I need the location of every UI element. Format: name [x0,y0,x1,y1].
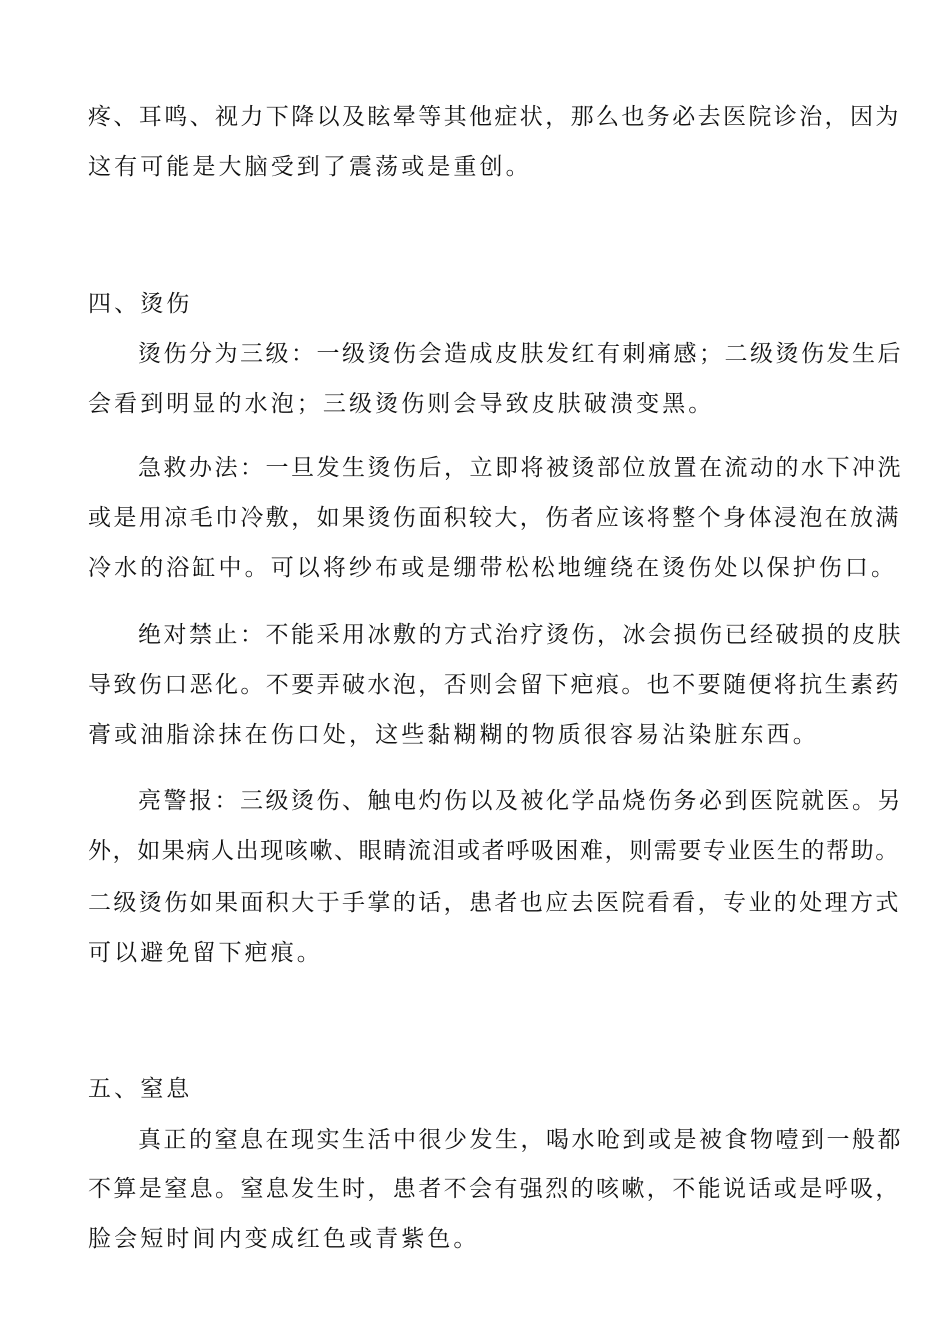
text-line: 脸会短时间内变成红色或青紫色。 [88,1226,480,1252]
text-line: 疼、耳鸣、视力下降以及眩晕等其他症状，那么也务必去医院诊治，因为 [88,104,901,130]
text-line: 膏或油脂涂抹在伤口处，这些黏糊糊的物质很容易沾染脏东西。 [88,722,819,748]
text-line: 不算是窒息。窒息发生时，患者不会有强烈的咳嗽，不能说话或是呼吸， [88,1176,901,1202]
text-line: 烫伤分为三级：一级烫伤会造成皮肤发红有刺痛感；二级烫伤发生后 [138,341,903,367]
text-line: 这有可能是大脑受到了震荡或是重创。 [88,154,532,180]
text-line: 外，如果病人出现咳嗽、眼睛流泪或者呼吸困难，则需要专业医生的帮助。 [88,838,900,864]
text-line: 绝对禁止：不能采用冰敷的方式治疗烫伤，冰会损伤已经破损的皮肤 [138,622,903,648]
text-line: 真正的窒息在现实生活中很少发生，喝水呛到或是被食物噎到一般都 [138,1127,903,1153]
text-line: 二级烫伤如果面积大于手掌的话，患者也应去医院看看，专业的处理方式 [88,890,901,916]
section-heading: 四、烫伤 [88,291,193,317]
text-line: 冷水的浴缸中。可以将纱布或是绷带松松地缠绕在烫伤处以保护伤口。 [88,555,898,581]
section-heading: 五、窒息 [88,1076,193,1102]
text-line: 可以避免留下疤痕。 [88,940,323,966]
text-line: 或是用凉毛巾冷敷，如果烫伤面积较大，伤者应该将整个身体浸泡在放满 [88,505,901,531]
text-line: 急救办法：一旦发生烫伤后，立即将被烫部位放置在流动的水下冲洗 [138,455,903,481]
text-line: 导致伤口恶化。不要弄破水泡，否则会留下疤痕。也不要随便将抗生素药 [88,672,901,698]
text-line: 亮警报：三级烫伤、触电灼伤以及被化学品烧伤务必到医院就医。另 [138,788,903,814]
text-line: 会看到明显的水泡；三级烫伤则会导致皮肤破溃变黑。 [88,391,715,417]
